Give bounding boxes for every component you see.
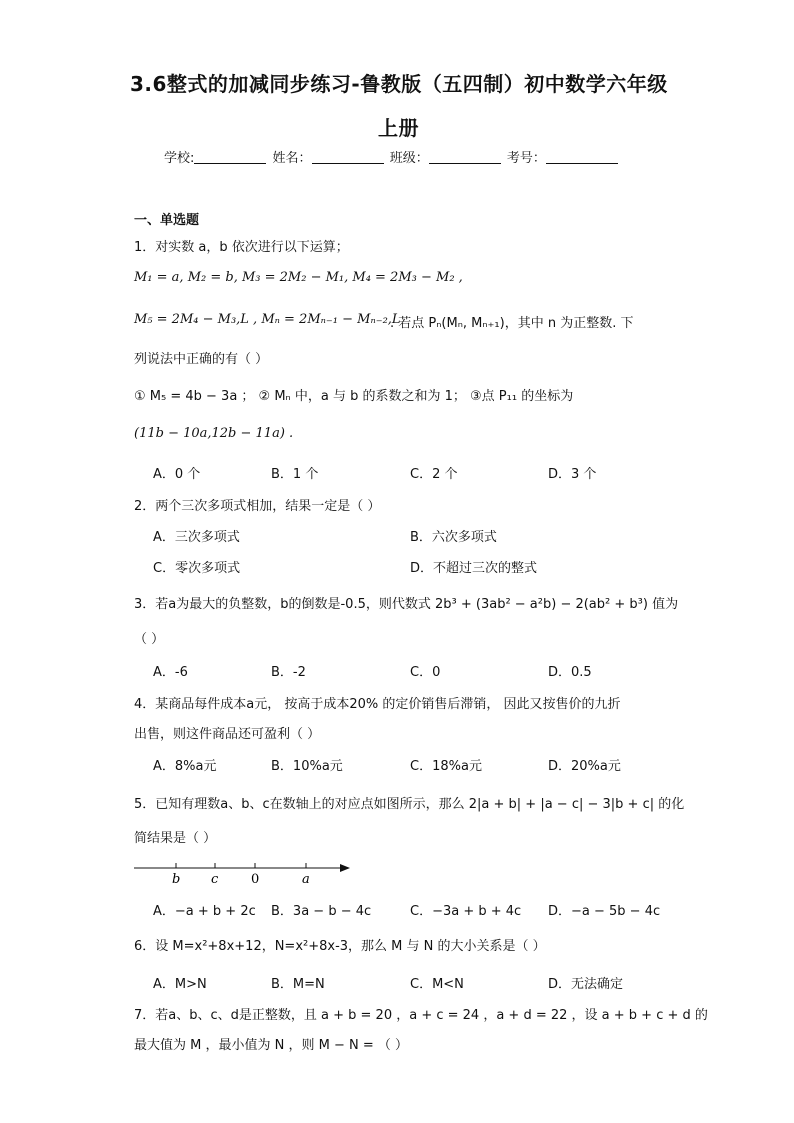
q2-option-a[interactable]: A．三次多项式 [153, 530, 240, 545]
page-title: 3.6整式的加减同步练习-鲁教版（五四制）初中数学六年级 [130, 72, 668, 96]
q1-point-def: . 若点 Pₙ(Mₙ, Mₙ₊₁)，其中 n 为正整数. 下 [390, 316, 634, 331]
q1-option-d[interactable]: D．3 个 [548, 467, 597, 482]
class-field[interactable] [429, 151, 501, 164]
q3-stem-cont: （ ） [134, 632, 165, 647]
number-line-arrow [340, 864, 350, 872]
name-field[interactable] [312, 151, 384, 164]
q5-option-d[interactable]: D．−a − 5b − 4c [548, 904, 661, 919]
q7-stem-cont: 最大值为 M ，最小值为 N ，则 M − N = （ ） [134, 1038, 408, 1053]
q6-stem: 6．设 M=x²+8x+12，N=x²+8x-3，那么 M 与 N 的大小关系是（ ） [134, 939, 546, 954]
q6-option-b[interactable]: B．M=N [271, 977, 325, 992]
q4-option-a[interactable]: A．8%a元 [153, 759, 217, 774]
q4-option-d[interactable]: D．20%a元 [548, 759, 621, 774]
label-b: b [172, 872, 181, 887]
q1-option-a[interactable]: A．0 个 [153, 467, 201, 482]
q6-option-c[interactable]: C．M<N [410, 977, 464, 992]
q1-coordinate: (11b − 10a,12b − 11a) . [134, 426, 294, 441]
q2-option-d[interactable]: D．不超过三次的整式 [410, 561, 538, 576]
label-0: 0 [251, 872, 260, 887]
page-title-line2: 上册 [378, 116, 419, 140]
q1-formula-line1: M₁ = a, M₂ = b, M₃ = 2M₂ − M₁, M₄ = 2M₃ − M₂ , [134, 270, 463, 285]
q5-stem-cont: 简结果是（ ） [134, 831, 217, 846]
q3-option-c[interactable]: C．0 [410, 665, 441, 680]
label-c: c [211, 872, 219, 887]
student-info-row [164, 147, 620, 166]
label-a: a [302, 872, 310, 887]
q1-formula-line2: M₅ = 2M₄ − M₃,L , Mₙ = 2Mₙ₋₁ − Mₙ₋₂,L [134, 312, 401, 327]
class-label: 班级： [389, 151, 429, 166]
q5-option-c[interactable]: C．−3a + b + 4c [410, 904, 522, 919]
q2-option-c[interactable]: C．零次多项式 [153, 561, 241, 576]
q1-prompt: 列说法中正确的有（ ） [134, 352, 269, 367]
number-line [130, 858, 360, 888]
q3-stem: 3．若a为最大的负整数，b的倒数是-0.5，则代数式 2b³ + (3ab² − a²b) − 2(ab² + b³) 值为 [134, 597, 679, 612]
q3-option-d[interactable]: D．0.5 [548, 665, 592, 680]
q6-option-a[interactable]: A．M>N [153, 977, 207, 992]
section-heading: 一、单选题 [134, 213, 200, 228]
q2-option-b[interactable]: B．六次多项式 [410, 530, 497, 545]
number-label: 考号： [506, 151, 546, 166]
q1-statements: ① M₅ = 4b − 3a ； ② Mₙ 中，a 与 b 的系数之和为 1； ③点 P₁₁ 的坐标为 [134, 389, 574, 404]
school-field[interactable] [194, 151, 266, 164]
q4-stem: 4．某商品每件成本a元， 按高于成本20% 的定价销售后滞销， 因此又按售价的九折 [134, 697, 621, 712]
q1-option-c[interactable]: C．2 个 [410, 467, 458, 482]
q4-option-c[interactable]: C．18%a元 [410, 759, 482, 774]
q4-stem-cont: 出售，则这件商品还可盈利（ ） [134, 727, 321, 742]
q5-stem: 5．已知有理数a、b、c在数轴上的对应点如图所示，那么 2|a + b| + |a − c| − 3|b + c| 的化 [134, 797, 685, 812]
q3-option-b[interactable]: B．-2 [271, 665, 306, 680]
school-label: 学校: [164, 151, 195, 166]
q5-option-a[interactable]: A．−a + b + 2c [153, 904, 256, 919]
q6-option-d[interactable]: D．无法确定 [548, 977, 624, 992]
name-label: 姓名： [272, 151, 312, 166]
q2-stem: 2．两个三次多项式相加，结果一定是（ ） [134, 499, 381, 514]
q1-option-b[interactable]: B．1 个 [271, 467, 319, 482]
q1-stem: 1．对实数 a，b 依次进行以下运算； [134, 240, 349, 255]
number-field[interactable] [546, 151, 618, 164]
q5-option-b[interactable]: B．3a − b − 4c [271, 904, 372, 919]
q4-option-b[interactable]: B．10%a元 [271, 759, 343, 774]
q3-option-a[interactable]: A．-6 [153, 665, 188, 680]
q7-stem: 7．若a、b、c、d是正整数，且 a + b = 20 ，a + c = 24 ，a + d = 22 ，设 a + b + c + d 的 [134, 1008, 708, 1023]
